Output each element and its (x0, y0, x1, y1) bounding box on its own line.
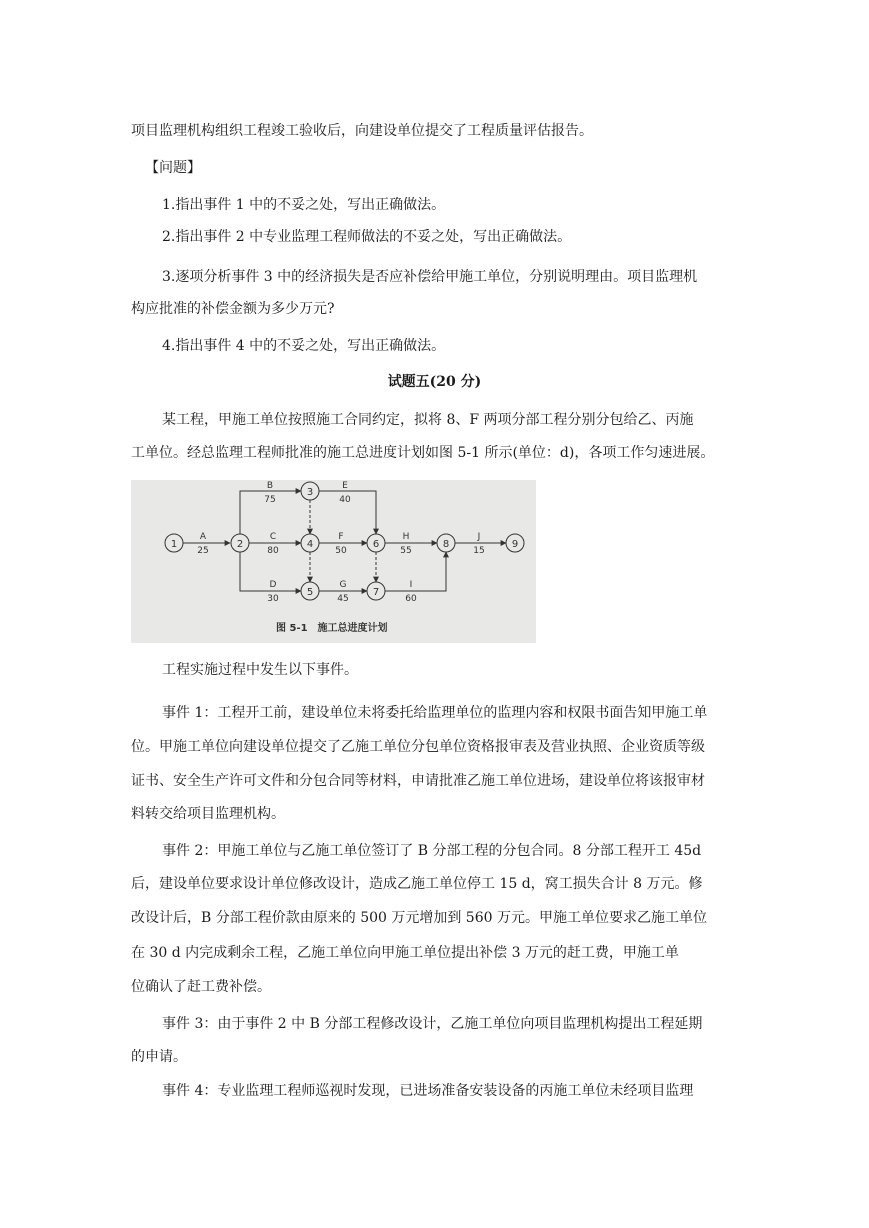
activity-C-name: C (269, 532, 277, 542)
node-7-label: 7 (372, 587, 380, 598)
event-3-line-2: 的申请。 (131, 1049, 187, 1065)
event-1-line-4: 料转交给项目监理机构。 (131, 806, 285, 822)
node-9-label: 9 (511, 539, 519, 550)
event-2-line-4: 在 30 d 内完成剩余工程，乙施工单位向甲施工单位提出补偿 3 万元的赶工费，甲施工单 (131, 945, 679, 961)
event-2-line-5: 位确认了赶工费补偿。 (131, 979, 271, 995)
paragraph-top: 项目监理机构组织工程竣工验收后，向建设单位提交了工程质量评估报告。 (131, 123, 593, 139)
activity-E-duration: 40 (339, 495, 351, 505)
node-5-label: 5 (306, 587, 314, 598)
network-diagram (131, 480, 536, 643)
activity-D-name: D (269, 580, 277, 590)
activity-A-name: A (199, 532, 207, 542)
activity-J-name: J (477, 532, 481, 542)
node-3-label: 3 (306, 487, 314, 498)
activity-F-name: F (338, 532, 344, 542)
activity-A-duration: 25 (197, 546, 209, 556)
activity-I-name: I (409, 580, 413, 590)
network-diagram-figure (131, 480, 536, 643)
activity-F-duration: 50 (335, 546, 347, 556)
event-1-line-1: 事件 1：工程开工前，建设单位未将委托给监理单位的监理内容和权限书面告知甲施工单 (162, 705, 708, 721)
event-2-line-3: 改设计后，B 分部工程价款由原来的 500 万元增加到 560 万元。甲施工单位要求乙施工单位 (131, 910, 707, 926)
activity-B-duration: 75 (264, 495, 276, 505)
section-title: 试题五(20 分) (387, 374, 482, 390)
event-3-line-1: 事件 3：由于事件 2 中 B 分部工程修改设计，乙施工单位向项目监理机构提出工程延期 (162, 1016, 703, 1032)
activity-H-name: H (402, 532, 410, 542)
question-2: 2.指出事件 2 中专业监理工程师做法的不妥之处，写出正确做法。 (162, 229, 572, 245)
event-2-line-2: 后，建设单位要求设计单位修改设计，造成乙施工单位停工 15 d，窝工损失合计 8 万元。修 (131, 876, 703, 892)
node-4-label: 4 (306, 539, 314, 550)
activity-C-duration: 80 (267, 546, 279, 556)
node-1-label: 1 (170, 539, 178, 550)
event-2-line-1: 事件 2：甲施工单位与乙施工单位签订了 B 分部工程的分包合同。8 分部工程开工 45d (162, 843, 702, 859)
question-3-line-2: 构应批准的补偿金额为多少万元? (131, 301, 335, 317)
arrow-I (385, 552, 446, 591)
question-3-line-1: 3.逐项分析事件 3 中的经济损失是否应补偿给甲施工单位，分别说明理由。项目监理机 (162, 269, 698, 285)
event-1-line-3: 证书、安全生产许可文件和分包合同等材料，申请批准乙施工单位进场，建设单位将该报审材 (131, 773, 705, 789)
activity-E-name: E (342, 481, 348, 491)
node-8-label: 8 (442, 539, 450, 550)
questions-header: 【问题】 (145, 160, 201, 176)
events-intro: 工程实施过程中发生以下事件。 (162, 662, 358, 678)
question-4: 4.指出事件 4 中的不妥之处，写出正确做法。 (162, 338, 446, 354)
activity-B-name: B (266, 481, 274, 491)
question-1: 1.指出事件 1 中的不妥之处，写出正确做法。 (162, 197, 446, 213)
activity-D-duration: 30 (267, 594, 279, 604)
activity-G-name: G (339, 580, 347, 590)
figure-caption: 图 5-1 施工总进度计划 (276, 623, 388, 634)
activity-H-duration: 55 (400, 546, 412, 556)
event-1-line-2: 位。甲施工单位向建设单位提交了乙施工单位分包单位资格报审表及营业执照、企业资质等级 (131, 739, 705, 755)
event-4-line-1: 事件 4：专业监理工程师巡视时发现，已进场准备安装设备的丙施工单位未经项目监理 (162, 1083, 694, 1099)
node-2-label: 2 (236, 539, 244, 550)
intro-line-1: 某工程，甲施工单位按照施工合同约定，拟将 8、F 两项分部工程分别分包给乙、丙施 (162, 412, 694, 428)
node-6-label: 6 (372, 539, 380, 550)
activity-G-duration: 45 (337, 594, 349, 604)
activity-J-duration: 15 (473, 546, 485, 556)
intro-line-2: 工单位。经总监理工程师批准的施工总进度计划如图 5-1 所示(单位：d)，各项工作匀速进展。 (131, 445, 715, 461)
activity-I-duration: 60 (405, 594, 417, 604)
